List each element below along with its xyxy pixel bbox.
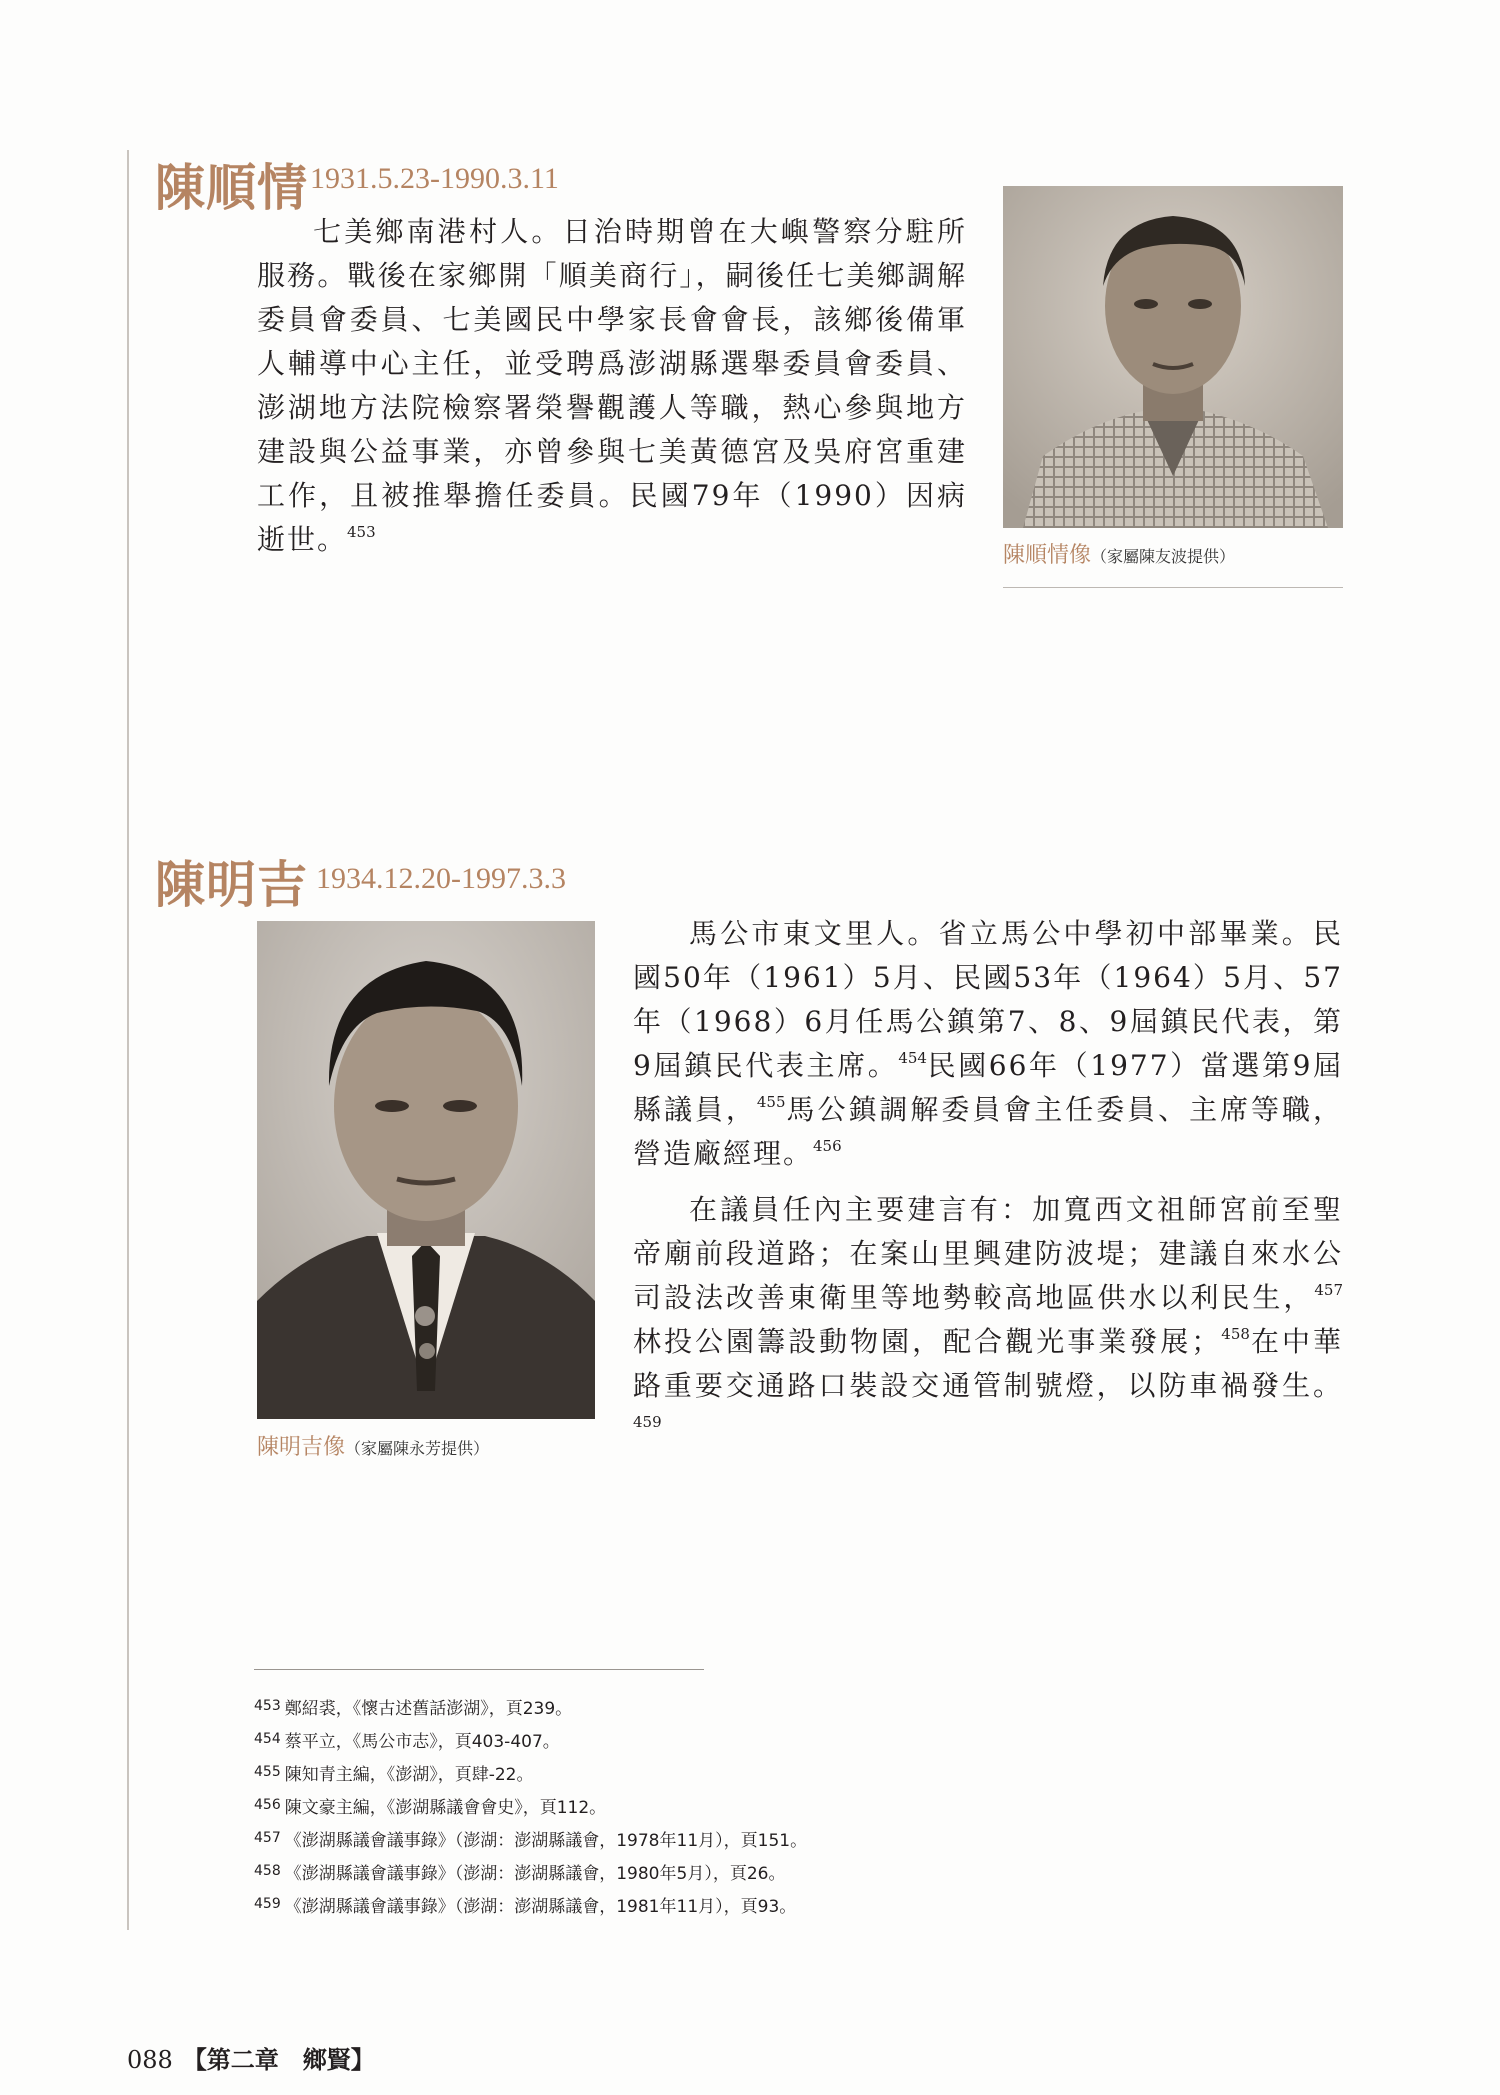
photo-caption-2: 陳明吉像（家屬陳永芳提供） (257, 1435, 490, 1460)
photo-caption-1: 陳順情像（家屬陳友波提供） (1003, 543, 1236, 568)
footnote-item: $^{458}$ 《澎湖縣議會議事錄》（澎湖：澎湖縣議會，1980年5月），頁26。 (254, 1863, 786, 1884)
chapter-title: 【第二章 鄉賢】 (182, 2045, 375, 2074)
entry-1-dates: 1931.5.23-1990.3.11 (310, 162, 559, 195)
entry-1-paragraph: 七美鄉南港村人。日治時期曾在大嶼警察分駐所服務。戰後在家鄉開「順美商行」，嗣後任七美鄉調解委員會委員、七美國民中學家長會會長，該鄉後備軍人輔導中心主任，並受聘爲澎湖縣選舉委員會委員、澎湖地方法院檢察署榮譽觀護人等職，熱心參與地方建設與公益事業，亦曾參與七美黃德宮及吳府宮重建工作，且被推舉擔任委員。民國79年（1990）因病逝世。$^{453}$ (257, 215, 967, 556)
footnote-item: $^{456}$ 陳文豪主編，《澎湖縣議會會史》，頁112。 (254, 1797, 607, 1818)
footnote-item: $^{459}$ 《澎湖縣議會議事錄》（澎湖：澎湖縣議會，1981年11月），頁93。 (254, 1896, 797, 1917)
portrait-photo-chen-shunqing (1003, 186, 1343, 528)
footnote-item: $^{454}$ 蔡平立，《馬公市志》，頁403-407。 (254, 1731, 560, 1752)
entry-1-name: 陳順情 (155, 158, 308, 217)
footnote-item: $^{457}$ 《澎湖縣議會議事錄》（澎湖：澎湖縣議會，1978年11月），頁151。 (254, 1830, 808, 1851)
page-footer (127, 2040, 375, 2075)
entry-2-paragraph-1: 馬公市東文里人。省立馬公中學初中部畢業。民國50年（1961）5月、民國53年（1964）5月、57年（1968）6月任馬公鎮第7、8、9屆鎮民代表，第9屆鎮民代表主席。$^{454}$民國66年（1977）當選第9屆縣議員，$^{455}$馬公鎮調解委員會主任委員、主席等職，營造廠經理。$^{456}$ (633, 917, 1344, 1170)
footnote-ref: 453 (347, 523, 376, 541)
entry-2-dates: 1934.12.20-1997.3.3 (316, 862, 566, 895)
footnotes-list (254, 1690, 807, 1921)
caption-divider (1003, 587, 1343, 588)
margin-rule (127, 150, 129, 1930)
entry-2-paragraph-2: 在議員任內主要建言有：加寬西文祖師宮前至聖帝廟前段道路；在案山里興建防波堤；建議自來水公司設法改善東衛里等地勢較高地區供水以利民生，$^{457}$林投公園籌設動物園，配合觀光事業發展；$^{458}$在中華路重要交通路口裝設交通管制號燈，以防車禍發生。$^{459}$ (633, 1193, 1343, 1431)
page-number: 088 (127, 2046, 173, 2074)
footnote-ref: 457 (1314, 1281, 1343, 1299)
entry-2-biography (633, 912, 1343, 1452)
footnote-ref: 454 (898, 1049, 927, 1067)
footnote-item: $^{455}$ 陳知青主編，《澎湖》，頁肆-22。 (254, 1764, 534, 1785)
footnote-ref: 455 (756, 1093, 786, 1111)
footnote-divider (254, 1669, 704, 1670)
footnote-ref: 459 (633, 1413, 662, 1431)
portrait-photo-chen-mingji (257, 921, 595, 1419)
entry-1-biography (257, 210, 967, 562)
footnote-item: $^{453}$ 鄭紹裘，《懷古述舊話澎湖》，頁239。 (254, 1698, 573, 1719)
entry-2-name: 陳明吉 (155, 855, 308, 914)
footnote-ref: 458 (1221, 1325, 1250, 1343)
footnote-ref: 456 (813, 1137, 842, 1155)
